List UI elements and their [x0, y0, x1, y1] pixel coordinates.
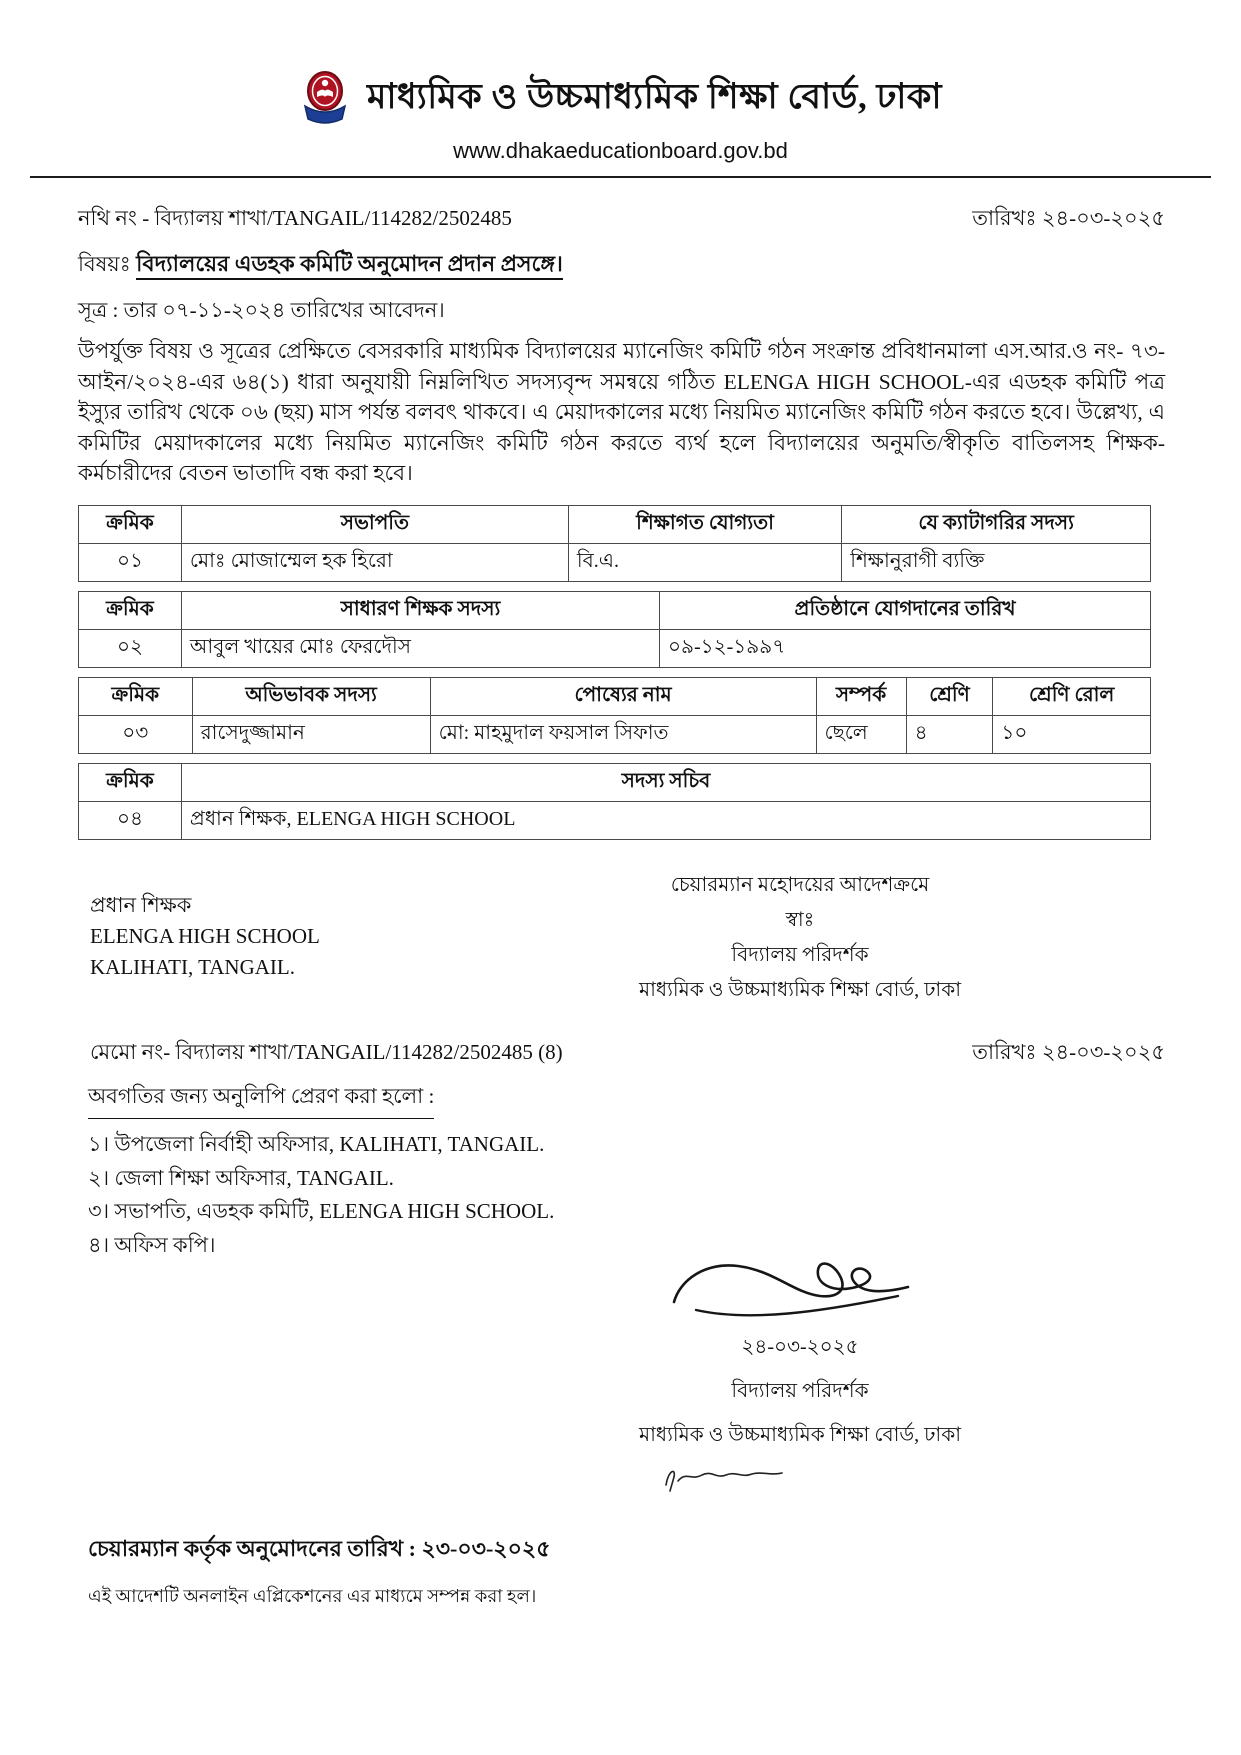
by-order-block — [600, 868, 1000, 1008]
header-class: শ্রেণি — [906, 678, 993, 716]
table-row — [79, 630, 1151, 668]
org-website: www.dhakaeducationboard.gov.bd — [453, 138, 788, 163]
header-guardian-member: অভিভাবক সদস্য — [192, 678, 430, 716]
guardian-member-table — [78, 677, 1151, 754]
copy-distribution-list — [88, 1080, 554, 1262]
subject-text: বিদ্যালয়ের এডহক কমিটি অনুমোদন প্রদান প্রসঙ্গে। — [136, 251, 563, 280]
education-board-logo-icon — [299, 68, 351, 128]
table-header-row — [79, 592, 1151, 630]
header-qualification: শিক্ষাগত যোগ্যতা — [568, 506, 841, 544]
header-member-secretary: সদস্য সচিব — [181, 764, 1150, 802]
copy-item-1: ১। উপজেলা নির্বাহী অফিসার, KALIHATI, TANGAIL. — [88, 1132, 545, 1156]
signature-scribble-icon — [660, 1240, 940, 1328]
cell-serial: ০২ — [79, 630, 182, 668]
cell-president-name: মোঃ মোজাম্মেল হক হিরো — [181, 544, 568, 582]
cell-serial: ০৩ — [79, 716, 193, 754]
header-serial: ক্রমিক — [79, 764, 182, 802]
header-serial: ক্রমিক — [79, 678, 193, 716]
header-class-roll: শ্রেণি রোল — [993, 678, 1151, 716]
initials-signature-icon — [658, 1461, 798, 1493]
memo-row — [90, 1036, 1165, 1071]
copy-item-3: ৩। সভাপতি, এডহক কমিটি, ELENGA HIGH SCHOOL. — [88, 1199, 555, 1223]
president-table — [78, 505, 1151, 582]
cell-class: ৪ — [906, 716, 993, 754]
memo-date: তারিখঃ ২৪-০৩-২০২৫ — [972, 1040, 1165, 1064]
header-ward-name: পোষ্যের নাম — [430, 678, 816, 716]
letterhead — [0, 68, 1241, 128]
by-order-line: চেয়ারম্যান মহোদয়ের আদেশক্রমে — [670, 874, 930, 896]
teacher-member-table — [78, 591, 1151, 668]
signed-abbrev: স্বাঃ — [785, 909, 815, 931]
cell-serial: ০৪ — [79, 802, 182, 840]
copy-item-4: ৪। অফিস কপি। — [88, 1232, 216, 1257]
cell-qualification: বি.এ. — [568, 544, 841, 582]
board-name: মাধ্যমিক ও উচ্চমাধ্যমিক শিক্ষা বোর্ড, ঢাকা — [638, 979, 962, 1001]
body-paragraph: উপর্যুক্ত বিষয় ও সূত্রের প্রেক্ষিতে বেসরকারি মাধ্যমিক বিদ্যালয়ের ম্যানেজিং কমিটি গঠন সংক্রান্ত প্রবিধানমালা এস.আর.ও নং- ৭৩-আইন/২০২৪-এর ৬৪(১) ধারা অনুযায়ী নিম্নলিখিত সদস্যবৃন্দ সমন্বয়ে গঠিত ELENGA HIGH SCHOOL-এর এডহক কমিটি পত্র ইস্যুর তারিখ থেকে ০৬ (ছয়) মাস পর্যন্ত বলবৎ থাকবে। এ মেয়াদকালের মধ্যে নিয়মিত ম্যানেজিং কমিটি গঠন করতে হবে। উল্লেখ্য, এ কমিটির মেয়াদকালের মধ্যে নিয়মিত ম্যানেজিং কমিটি গঠন করতে ব্যর্থ হলে বিদ্যালয়ের অনুমতি/স্বীকৃতি বাতিলসহ শিক্ষক-কর্মচারীদের বেতন ভাতাদি বন্ধ করা হবে। — [78, 339, 1165, 485]
copy-item-2: ২। জেলা শিক্ষা অফিসার, TANGAIL. — [88, 1165, 394, 1190]
org-title: মাধ্যমিক ও উচ্চমাধ্যমিক শিক্ষা বোর্ড, ঢাকা — [366, 76, 943, 116]
table-header-row — [79, 764, 1151, 802]
signature-date: ২৪-০৩-২০২৫ — [741, 1336, 859, 1358]
table-header-row — [79, 506, 1151, 544]
header-member-category: যে ক্যাটাগরির সদস্য — [842, 506, 1151, 544]
cell-relation: ছেলে — [816, 716, 906, 754]
header-president: সভাপতি — [181, 506, 568, 544]
addressee-location: KALIHATI, TANGAIL. — [90, 955, 295, 979]
member-secretary-table — [78, 763, 1151, 840]
addressee-title: প্রধান শিক্ষক — [90, 893, 192, 917]
cell-serial: ০১ — [79, 544, 182, 582]
cell-guardian-name: রাসেদুজ্জামান — [192, 716, 430, 754]
signature-org: মাধ্যমিক ও উচ্চমাধ্যমিক শিক্ষা বোর্ড, ঢাকা — [638, 1424, 962, 1446]
cell-teacher-name: আবুল খায়ের মোঃ ফেরদৌস — [181, 630, 659, 668]
cell-joining-date: ০৯-১২-১৯৯৭ — [660, 630, 1151, 668]
inspector-title: বিদ্যালয় পরিদর্শক — [731, 944, 869, 966]
reference-row — [78, 202, 1165, 237]
addressee-block — [90, 890, 320, 983]
header-joining-date: প্রতিষ্ঠানে যোগদানের তারিখ — [660, 592, 1151, 630]
source-line: সূত্র : তার ০৭-১১-২০২৪ তারিখের আবেদন। — [78, 298, 445, 322]
header-relation: সম্পর্ক — [816, 678, 906, 716]
online-application-note: এই আদেশটি অনলাইন এপ্লিকেশনের এর মাধ্যমে সম্পন্ন করা হল। — [88, 1586, 537, 1606]
committee-tables — [78, 505, 1151, 849]
cell-member-secretary: প্রধান শিক্ষক, ELENGA HIGH SCHOOL — [181, 802, 1150, 840]
header-teacher-member: সাধারণ শিক্ষক সদস্য — [181, 592, 659, 630]
subject-line — [78, 247, 1165, 284]
cell-member-category: শিক্ষানুরাগী ব্যক্তি — [842, 544, 1151, 582]
header-divider — [30, 176, 1211, 178]
approval-footer — [88, 1532, 551, 1613]
file-reference-number: নথি নং - বিদ্যালয় শাখা/TANGAIL/114282/2502485 — [78, 206, 512, 230]
issue-date: তারিখঃ ২৪-০৩-২০২৫ — [972, 206, 1165, 230]
signature-title: বিদ্যালয় পরিদর্শক — [731, 1380, 869, 1402]
header-serial: ক্রমিক — [79, 592, 182, 630]
table-row — [79, 544, 1151, 582]
header-serial: ক্রমিক — [79, 506, 182, 544]
memo-number: মেমো নং- বিদ্যালয় শাখা/TANGAIL/114282/2502485 (8) — [90, 1040, 563, 1064]
addressee-school: ELENGA HIGH SCHOOL — [90, 924, 320, 948]
table-row — [79, 716, 1151, 754]
cell-ward-name: মো: মাহমুদাল ফয়সাল সিফাত — [430, 716, 816, 754]
signature-block — [590, 1240, 1010, 1493]
chairman-approval-date: চেয়ারম্যান কর্তৃক অনুমোদনের তারিখ : ২৩-০৩-২০২৫ — [88, 1536, 551, 1561]
subject-prefix: বিষয়ঃ — [78, 252, 137, 276]
table-row — [79, 802, 1151, 840]
cell-class-roll: ১০ — [993, 716, 1151, 754]
copies-heading: অবগতির জন্য অনুলিপি প্রেরণ করা হলো : — [88, 1080, 434, 1119]
table-header-row — [79, 678, 1151, 716]
